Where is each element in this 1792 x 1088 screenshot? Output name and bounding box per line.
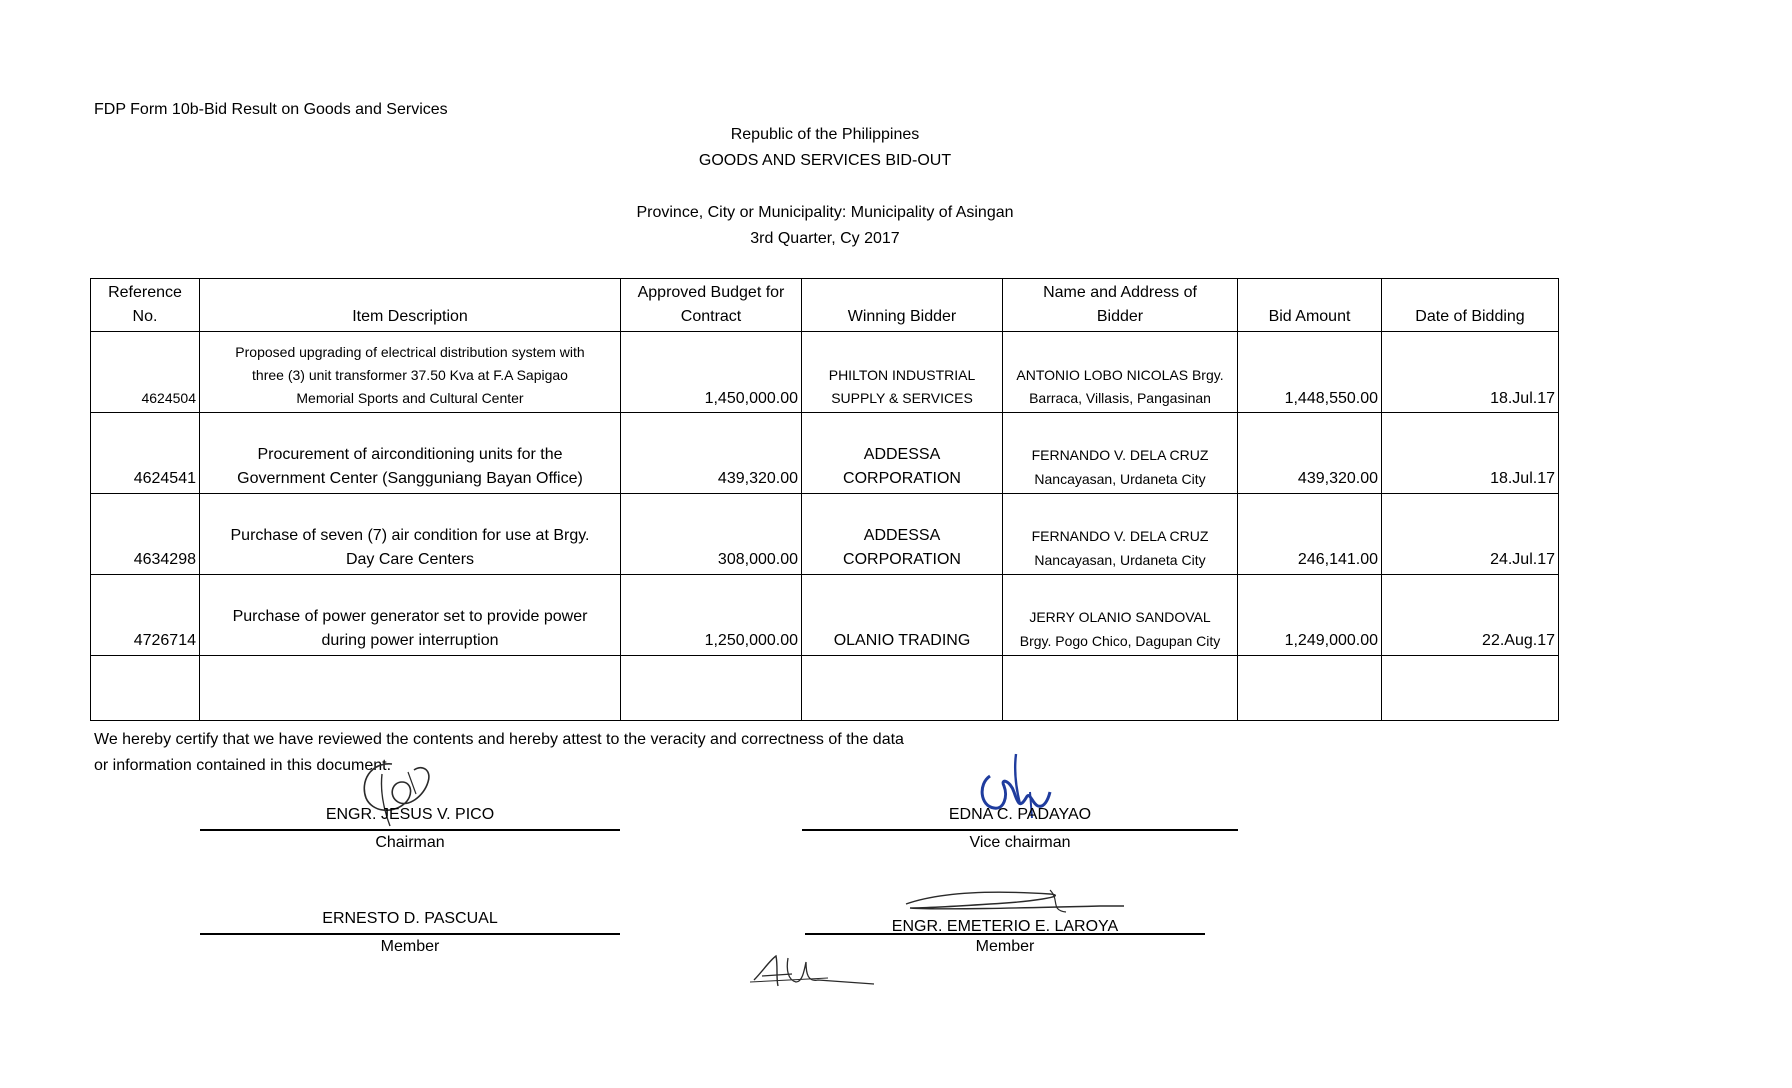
cell-winning-bidder: PHILTON INDUSTRIAL SUPPLY & SERVICES — [802, 332, 1003, 413]
vice-chairman-role: Vice chairman — [969, 834, 1071, 851]
cell-empty — [91, 656, 200, 721]
cell-winning-bidder: ADDESSA CORPORATION — [802, 413, 1003, 494]
table-row — [91, 413, 1559, 494]
cell-bid-amount: 1,249,000.00 — [1238, 575, 1382, 656]
cell-bidder-address: JERRY OLANIO SANDOVAL Brgy. Pogo Chico, Dagupan City — [1003, 575, 1238, 656]
cell-reference: 4624504 — [91, 332, 200, 413]
table-row — [91, 575, 1559, 656]
cell-winning-bidder: OLANIO TRADING — [802, 575, 1003, 656]
header-republic: Republic of the Philippines — [730, 126, 920, 143]
header-bid-out-title: GOODS AND SERVICES BID-OUT — [698, 152, 952, 169]
table-header-row — [91, 279, 1559, 332]
cell-empty — [1238, 656, 1382, 721]
header-quarter: 3rd Quarter, Cy 2017 — [750, 230, 900, 247]
col-header-bidder-address: Name and Address of Bidder — [1003, 279, 1238, 332]
cell-reference: 4726714 — [91, 575, 200, 656]
cell-bidder-address: FERNANDO V. DELA CRUZ Nancayasan, Urdaneta City — [1003, 413, 1238, 494]
cell-bidder-address: FERNANDO V. DELA CRUZ Nancayasan, Urdaneta City — [1003, 494, 1238, 575]
cell-description: Proposed upgrading of electrical distribution system with three (3) unit transformer 37.50 Kva at F.A Sapigao Memorial Sports and Cultural Center — [200, 332, 621, 413]
member-laroya-signature-line — [805, 933, 1205, 935]
cell-date: 24.Jul.17 — [1382, 494, 1559, 575]
cell-bid-amount: 439,320.00 — [1238, 413, 1382, 494]
cell-bid-amount: 246,141.00 — [1238, 494, 1382, 575]
cell-empty — [621, 656, 802, 721]
form-code: FDP Form 10b-Bid Result on Goods and Services — [94, 101, 448, 118]
table-row-empty — [91, 656, 1559, 721]
cell-budget: 308,000.00 — [621, 494, 802, 575]
cell-reference: 4634298 — [91, 494, 200, 575]
member-laroya-signature — [900, 886, 1130, 920]
cell-description: Purchase of seven (7) air condition for use at Brgy. Day Care Centers — [200, 494, 621, 575]
cell-bid-amount: 1,448,550.00 — [1238, 332, 1382, 413]
cell-empty — [1003, 656, 1238, 721]
col-header-reference: Reference No. — [91, 279, 200, 332]
cell-empty — [802, 656, 1003, 721]
initial-signature-mark — [748, 952, 880, 994]
cell-budget: 1,450,000.00 — [621, 332, 802, 413]
certification-line-1: We hereby certify that we have reviewed the contents and hereby attest to the veracity and correctness of the data — [94, 731, 904, 748]
cell-date: 22.Aug.17 — [1382, 575, 1559, 656]
cell-date: 18.Jul.17 — [1382, 332, 1559, 413]
vice-chairman-name: EDNA C. PADAYAO — [948, 806, 1092, 823]
header-municipality: Province, City or Municipality: Municipality of Asingan — [636, 204, 1014, 221]
col-header-description: Item Description — [200, 279, 621, 332]
member-laroya-role: Member — [975, 938, 1035, 955]
chairman-name: ENGR. JESUS V. PICO — [325, 806, 495, 823]
table-row — [91, 332, 1559, 413]
cell-reference: 4624541 — [91, 413, 200, 494]
cell-description: Procurement of airconditioning units for the Government Center (Sangguniang Bayan Office) — [200, 413, 621, 494]
col-header-budget: Approved Budget for Contract — [621, 279, 802, 332]
cell-winning-bidder: ADDESSA CORPORATION — [802, 494, 1003, 575]
col-header-bid-amount: Bid Amount — [1238, 279, 1382, 332]
chairman-signature-line — [200, 829, 620, 831]
cell-description: Purchase of power generator set to provide power during power interruption — [200, 575, 621, 656]
cell-budget: 439,320.00 — [621, 413, 802, 494]
cell-empty — [200, 656, 621, 721]
col-header-winning-bidder: Winning Bidder — [802, 279, 1003, 332]
cell-bidder-address: ANTONIO LOBO NICOLAS Brgy. Barraca, Villasis, Pangasinan — [1003, 332, 1238, 413]
cell-date: 18.Jul.17 — [1382, 413, 1559, 494]
vice-chairman-signature-line — [802, 829, 1238, 831]
member-pascual-name: ERNESTO D. PASCUAL — [322, 910, 498, 927]
bid-results-table — [90, 278, 1559, 721]
cell-empty — [1382, 656, 1559, 721]
certification-line-2: or information contained in this document. — [94, 757, 392, 774]
member-pascual-signature-line — [200, 933, 620, 935]
member-pascual-role: Member — [380, 938, 440, 955]
member-laroya-name: ENGR. EMETERIO E. LAROYA — [891, 918, 1119, 935]
chairman-role: Chairman — [375, 834, 445, 851]
cell-budget: 1,250,000.00 — [621, 575, 802, 656]
table-row — [91, 494, 1559, 575]
col-header-date: Date of Bidding — [1382, 279, 1559, 332]
